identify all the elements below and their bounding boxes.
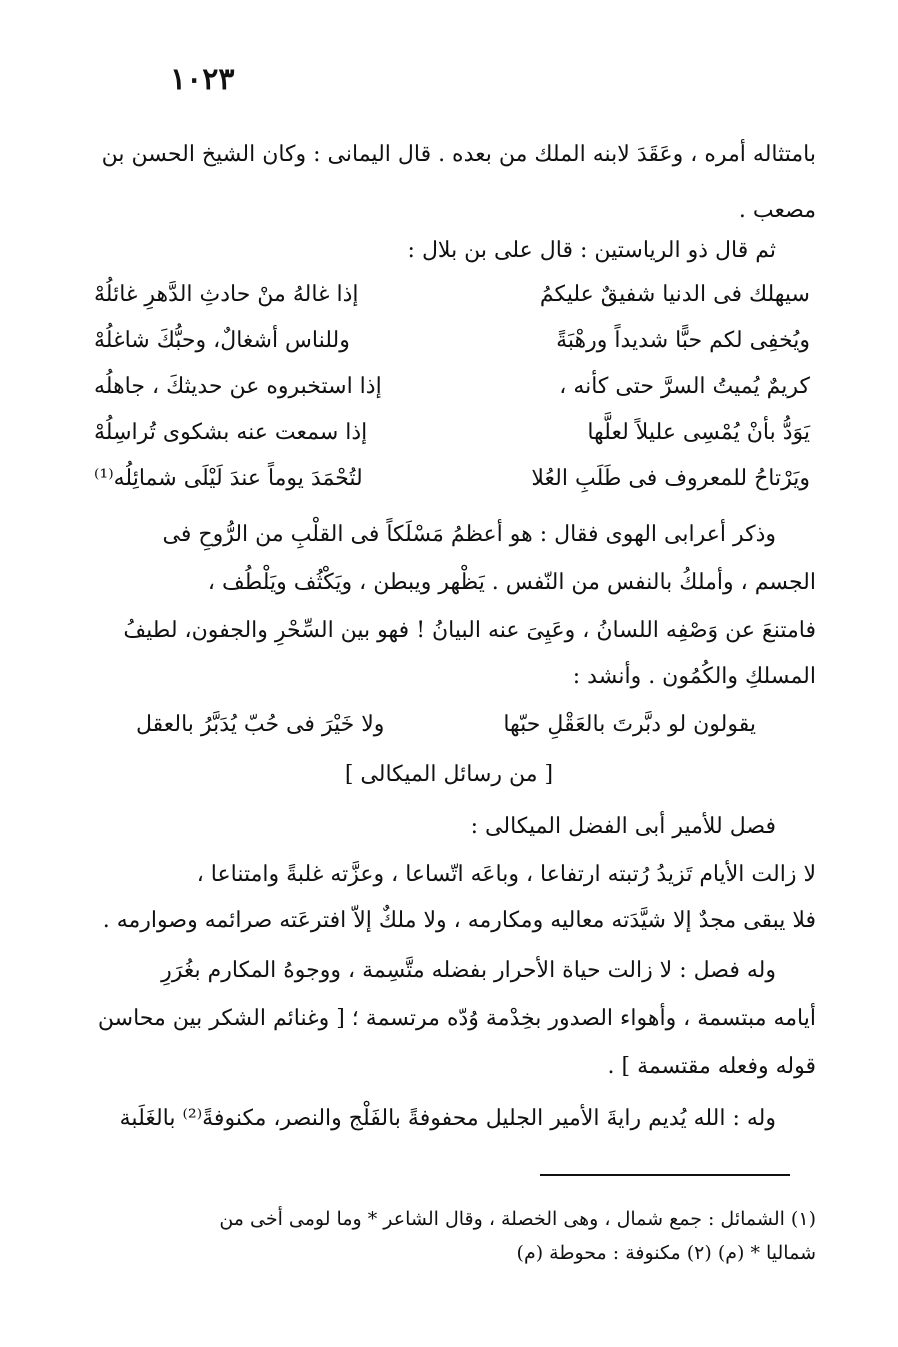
paragraph-line: بامتثاله أمره ، وعَقَدَ لابنه الملك من بعده . قال اليمانى : وكان الشيخ الحسن بن (101, 142, 816, 167)
verse-first-hemistich: سيهلك فى الدنيا شفيقٌ عليكمُ (539, 282, 810, 307)
paragraph-line: ثم قال ذو الرياستين : قال على بن بلال : (407, 238, 776, 263)
page-number: ١٠٢٣ (170, 62, 235, 97)
verse-first-hemistich: ويَرْتاحُ للمعروف فى طَلَبِ العُلا (531, 466, 810, 491)
paragraph-line: أيامه مبتسمة ، وأهواء الصدور بخِدْمة وُدّه مرتسمة ؛ [ وغنائم الشكر بين محاسن (97, 1006, 816, 1031)
paragraph-line: قوله وفعله مقتسمة ] . (607, 1054, 816, 1079)
footnote-line: (١) الشمائل : جمع شمال ، وهى الخصلة ، وقال الشاعر * وما لومى أخى من (219, 1208, 816, 1230)
verse-first-hemistich: يَوَدُّ بأنْ يُمْسِى عليلاً لعلَّها (587, 420, 810, 445)
paragraph-line: فلا يبقى مجدٌ إلا شيَّدَته معاليه ومكارمه ، ولا ملكٌ إلاّ افترعَته صرائمه وصوارمه . (102, 908, 816, 933)
paragraph-line: وذكر أعرابى الهوى فقال : هو أعظمُ مَسْلَكاً فى القلْبِ من الرُّوحِ فى (162, 522, 776, 547)
paragraph-line: المسلكِ والكُمُون . وأنشد : (572, 664, 816, 689)
verse-second-hemistich: لتُحْمَدَ يوماً عندَ لَيْلَى شمائِلُه⁽¹⁾ (94, 466, 363, 491)
paragraph-line: فامتنعَ عن وَصْفِه اللسانُ ، وعَيِىَ عنه البيانُ ! فهو بين السِّحْرِ والجفون، لطيفُ (123, 618, 816, 643)
verse-second-hemistich: إذا سمعت عنه بشكوى تُراسِلُهْ (94, 420, 368, 445)
verse-second-hemistich: إذا استخبروه عن حديثكَ ، جاهلُه (94, 374, 382, 399)
paragraph-line: وله فصل : لا زالت حياة الأحرار بفضله متَّسِمة ، ووجوهُ المكارم بغُرَرِ (161, 958, 776, 983)
verse-line (94, 420, 810, 460)
paragraph-line: فصل للأمير أبى الفضل الميكالى : (470, 814, 776, 839)
section-heading: [ من رسائل الميكالى ] (344, 762, 554, 787)
verse-line (94, 282, 810, 322)
verse-second-hemistich: وللناس أشغالٌ، وحبُّكَ شاغلُهْ (94, 328, 350, 353)
verse-second-hemistich: إذا غالهُ منْ حادثِ الدَّهرِ غائلُهْ (94, 282, 359, 307)
paragraph-line: وله : الله يُديم رايةَ الأمير الجليل محفوفةً بالفَلْج والنصر، مكنوفةً⁽²⁾ بالغَلَبة (119, 1106, 776, 1131)
verse-first-hemistich: كريمٌ يُميتُ السرَّ حتى كأنه ، (559, 374, 810, 399)
verse-second-hemistich: ولا خَيْرَ فى حُبّ يُدَبَّرُ بالعقل (136, 712, 385, 737)
footnote-line: شماليا * (م) (٢) مكنوفة : محوطة (م) (516, 1242, 816, 1264)
paragraph-line: لا زالت الأيام تَزيدُ رُتبته ارتفاعا ، وباعَه اتّساعا ، وعزَّته غلبةً وامتناعا ، (196, 862, 816, 887)
verse-first-hemistich: يقولون لو دبَّرتَ بالعَقْلِ حبّها (503, 712, 756, 737)
paragraph-line: الجسم ، وأملكُ بالنفس من النّفس . يَظْهر ويبطن ، ويَكْثُف ويَلْطُف ، (207, 570, 816, 595)
verse-line (94, 328, 810, 368)
verse-first-hemistich: ويُخفِى لكم حبًّا شديداً ورهْبَةً (556, 328, 810, 353)
verse-line (136, 712, 756, 752)
footnote-divider (540, 1174, 790, 1176)
verse-line (94, 374, 810, 414)
paragraph-line: مصعب . (738, 198, 816, 223)
verse-line (94, 466, 810, 506)
